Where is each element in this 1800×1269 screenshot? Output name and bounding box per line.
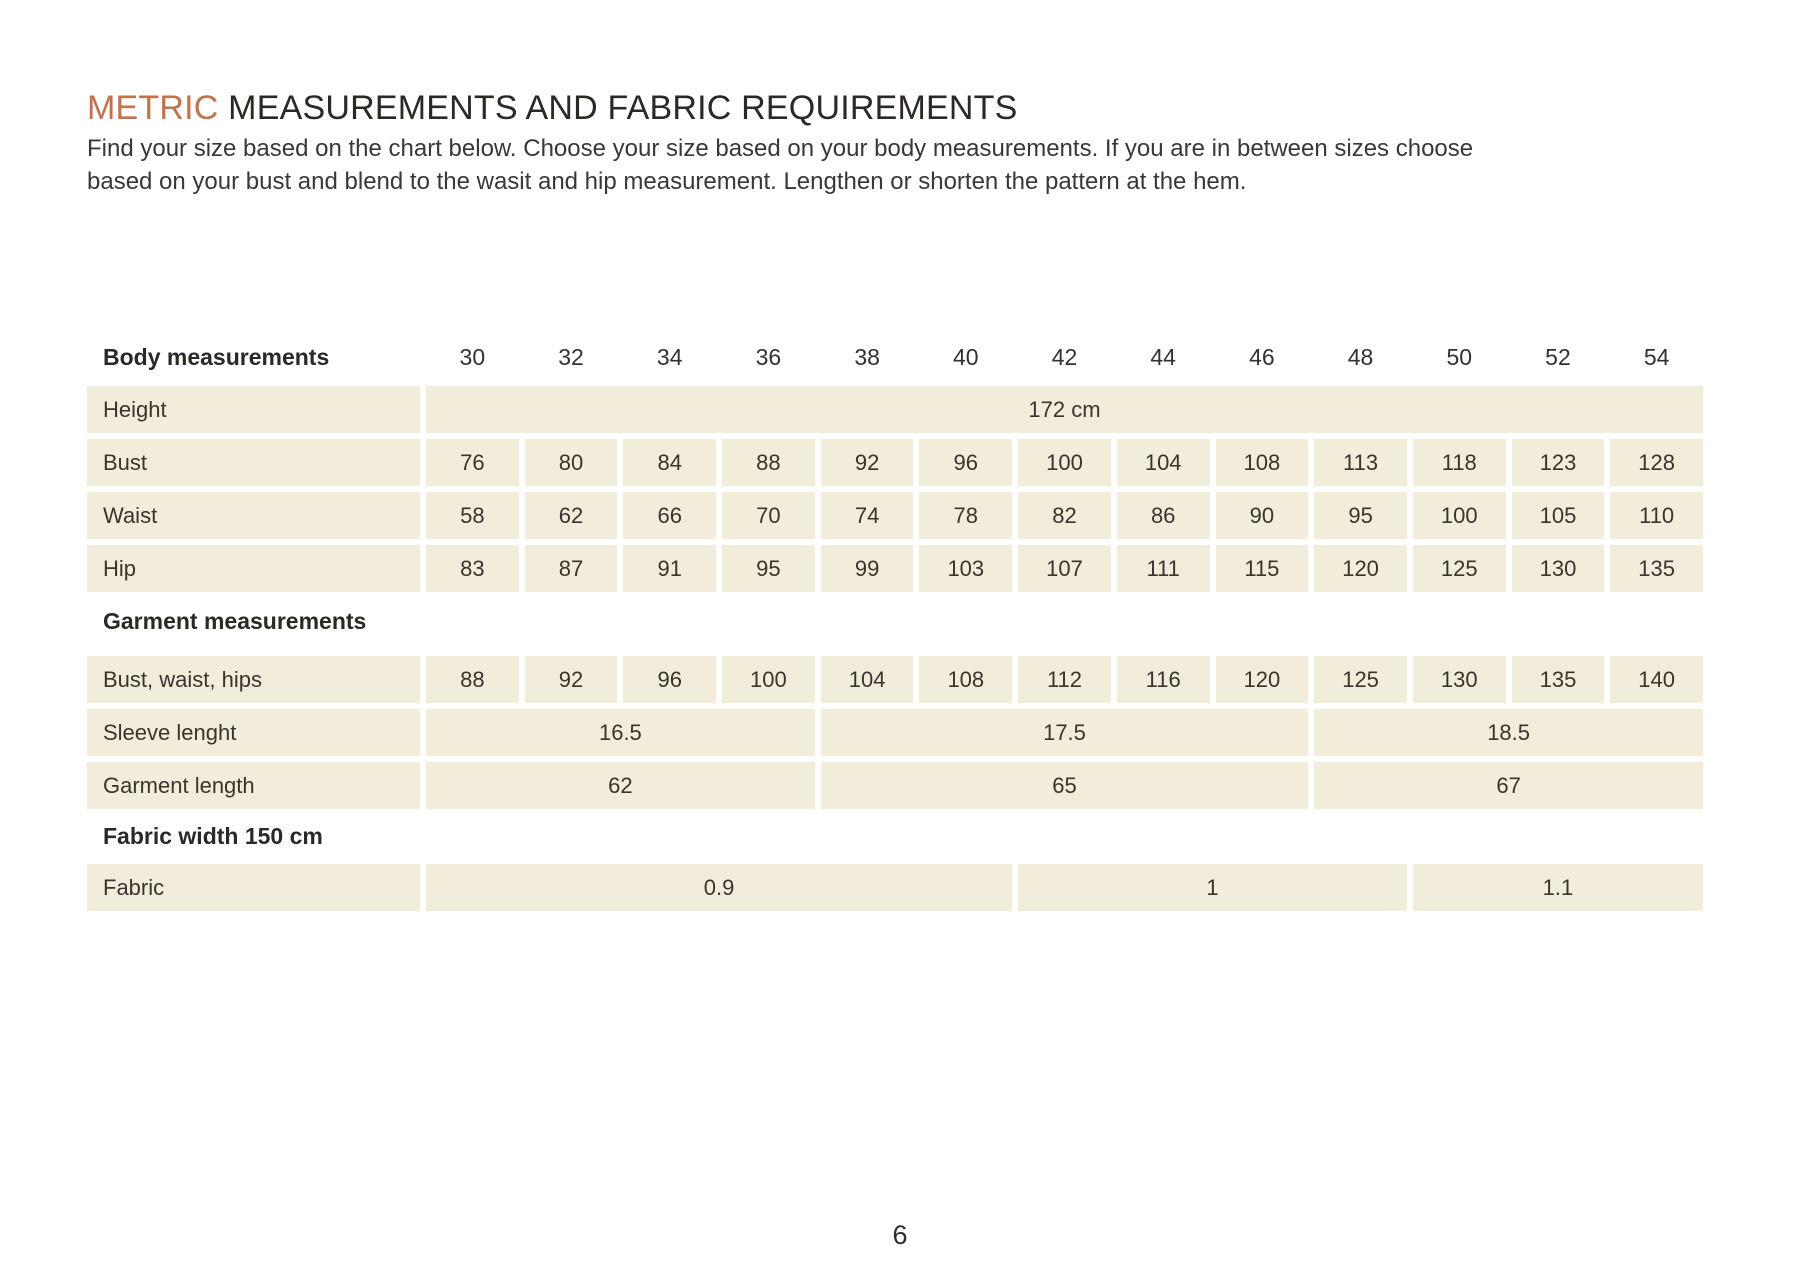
- value-cell: 16.5: [426, 709, 815, 756]
- value-cell: 95: [722, 545, 815, 592]
- value-cell: 108: [1216, 439, 1309, 486]
- row-label: Garment length: [87, 762, 420, 809]
- value-cell: 62: [525, 492, 618, 539]
- size-column-header: 38: [854, 343, 880, 370]
- size-chart-table: [87, 341, 1703, 911]
- value-cell: 130: [1413, 656, 1506, 703]
- column-header-body-measurements: Body measurements: [103, 343, 330, 370]
- size-column-header: 48: [1347, 343, 1374, 370]
- value-cell: 100: [722, 656, 815, 703]
- value-cell: 90: [1216, 492, 1309, 539]
- section-heading-fabric-width: Fabric width 150 cm: [103, 822, 323, 849]
- size-column-header: 50: [1446, 343, 1473, 370]
- value-cell: 116: [1117, 656, 1210, 703]
- value-cell: 80: [525, 439, 618, 486]
- size-column-header: 40: [953, 343, 979, 370]
- table-row: [87, 656, 1703, 703]
- size-column-header: 32: [558, 343, 584, 370]
- table-row: [87, 492, 1703, 539]
- intro-text: [87, 132, 1703, 198]
- value-cell: 62: [426, 762, 815, 809]
- value-cell: 100: [1018, 439, 1111, 486]
- value-cell: 112: [1018, 656, 1111, 703]
- value-cell: 123: [1512, 439, 1605, 486]
- value-cell: 120: [1314, 545, 1407, 592]
- value-cell: 65: [821, 762, 1308, 809]
- value-cell: 96: [623, 656, 716, 703]
- row-label: Bust, waist, hips: [87, 656, 420, 703]
- value-cell: 125: [1413, 545, 1506, 592]
- value-cell: 66: [623, 492, 716, 539]
- value-cell: 88: [426, 656, 519, 703]
- value-cell: 104: [821, 656, 914, 703]
- table-row: [87, 439, 1703, 486]
- size-column-header: 52: [1545, 343, 1571, 370]
- value-cell: 128: [1610, 439, 1703, 486]
- value-cell: 130: [1512, 545, 1605, 592]
- value-cell: 107: [1018, 545, 1111, 592]
- value-cell: 120: [1216, 656, 1309, 703]
- value-cell: 111: [1117, 545, 1210, 592]
- value-cell: 18.5: [1314, 709, 1703, 756]
- value-cell: 82: [1018, 492, 1111, 539]
- value-cell: 96: [919, 439, 1012, 486]
- table-row: [87, 709, 1703, 756]
- row-label: Bust: [87, 439, 420, 486]
- page-title: [87, 88, 1703, 128]
- value-cell: 76: [426, 439, 519, 486]
- size-column-header: 34: [656, 343, 683, 370]
- value-cell: 103: [919, 545, 1012, 592]
- row-label: Hip: [87, 545, 420, 592]
- value-cell: 92: [821, 439, 914, 486]
- intro-line-2: based on your bust and blend to the wasit and hip measurement. Lengthen or shorten the pattern at the hem.: [87, 168, 1247, 195]
- row-label: Height: [87, 386, 420, 433]
- page-title-rest: MEASUREMENTS AND FABRIC REQUIREMENTS: [218, 89, 1018, 127]
- value-cell: 108: [919, 656, 1012, 703]
- table-row: [87, 545, 1703, 592]
- value-cell: 58: [426, 492, 519, 539]
- value-cell: 67: [1314, 762, 1703, 809]
- size-column-header: 36: [755, 343, 782, 370]
- table-header-row: [87, 341, 1703, 373]
- value-cell: 104: [1117, 439, 1210, 486]
- value-cell: 140: [1610, 656, 1703, 703]
- value-cell: 105: [1512, 492, 1605, 539]
- value-cell: 78: [919, 492, 1012, 539]
- value-cell: 100: [1413, 492, 1506, 539]
- value-cell: 84: [623, 439, 716, 486]
- value-cell: 70: [722, 492, 815, 539]
- value-cell: 92: [525, 656, 618, 703]
- value-cell: 86: [1117, 492, 1210, 539]
- value-cell: 1: [1018, 864, 1407, 911]
- value-cell: 135: [1512, 656, 1605, 703]
- value-cell: 0.9: [426, 864, 1012, 911]
- value-cell: 74: [821, 492, 914, 539]
- table-row: [87, 386, 1703, 433]
- garment-measurement-rows: [87, 656, 1703, 809]
- section-heading-garment: Garment measurements: [103, 607, 367, 634]
- value-cell: 118: [1413, 439, 1506, 486]
- row-label: Sleeve lenght: [87, 709, 420, 756]
- size-column-header: 46: [1249, 343, 1275, 370]
- value-cell: 99: [821, 545, 914, 592]
- table-row: [87, 864, 1703, 911]
- value-cell: 172 cm: [426, 386, 1703, 433]
- row-label: Waist: [87, 492, 420, 539]
- page-number: 6: [892, 1220, 908, 1250]
- value-cell: 125: [1314, 656, 1407, 703]
- value-cell: 135: [1610, 545, 1703, 592]
- document-page: [87, 0, 1703, 917]
- size-column-header: 54: [1643, 343, 1670, 370]
- value-cell: 17.5: [821, 709, 1308, 756]
- value-cell: 95: [1314, 492, 1407, 539]
- value-cell: 91: [623, 545, 716, 592]
- value-cell: 88: [722, 439, 815, 486]
- body-measurement-rows: [87, 386, 1703, 592]
- size-column-header: 42: [1051, 343, 1078, 370]
- fabric-requirement-rows: [87, 864, 1703, 911]
- value-cell: 113: [1314, 439, 1407, 486]
- value-cell: 87: [525, 545, 618, 592]
- row-label: Fabric: [87, 864, 420, 911]
- value-cell: 1.1: [1413, 864, 1703, 911]
- value-cell: 115: [1216, 545, 1309, 592]
- page-title-accent: METRIC: [87, 89, 219, 127]
- value-cell: 83: [426, 545, 519, 592]
- size-column-header: 30: [459, 343, 486, 370]
- intro-line-1: Find your size based on the chart below. Choose your size based on your body measurements. If you are in between sizes choose: [87, 135, 1474, 162]
- value-cell: 110: [1610, 492, 1703, 539]
- table-row: [87, 762, 1703, 809]
- size-column-header: 44: [1150, 343, 1176, 370]
